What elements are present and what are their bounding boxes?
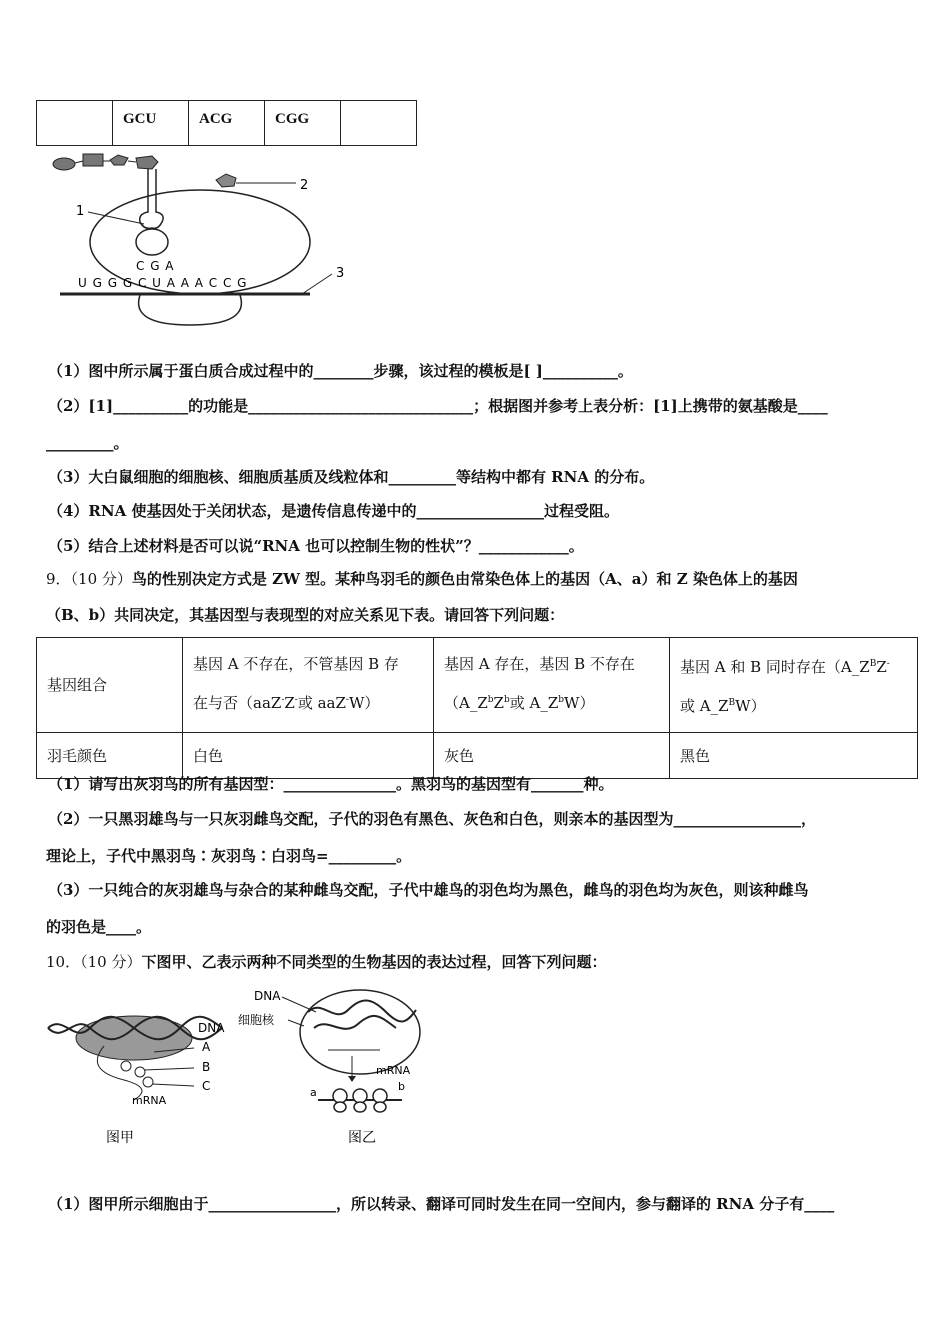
cell-text: （A_Z [444,694,488,712]
table-cell-white: 白色 [183,733,434,779]
superscript: - [294,695,298,705]
superscript: b [503,695,510,705]
cell-text: W） [564,694,595,712]
codon-cell [341,101,417,146]
cell-text: Z [493,694,504,712]
label-3: 3 [336,266,345,281]
ribosome-small-subunit [139,295,242,325]
q9-intro-line1 [46,568,798,589]
amino-acid-shape [53,158,75,170]
q9-intro-line2: （B、b）共同决定，其基因型与表现型的对应关系见下表。请回答下列问题： [46,606,565,624]
label-2: 2 [300,178,309,193]
codon-cell: GCU [113,101,189,146]
table-head-feather-color: 羽毛颜色 [37,733,183,779]
fig-jia-dna-label: DNA [198,1021,225,1035]
superscript: - [345,695,349,705]
amino-acid-shape [83,154,103,166]
figure-jia [44,1010,244,1150]
amino-acid-shape [110,155,128,165]
fig-jia-label-b: B [202,1060,211,1074]
fig-jia-caption: 图甲 [106,1130,134,1146]
superscript: - [886,659,890,669]
translation-figure [40,150,360,330]
anticodon-text: C G A [136,259,175,273]
q10-number: 10．（10 分） [46,953,142,971]
q8-line1: （1）图中所示属于蛋白质合成过程中的________步骤，该过程的模板是[ ]__________。 [48,362,633,380]
label-1: 1 [76,204,85,219]
fig-jia-label-a: A [202,1040,211,1054]
fig-yi-dna-label: DNA [254,989,281,1003]
table-cell-no-a [183,638,434,733]
cell-text: 在与否（aaZ [193,694,282,712]
superscript: B [869,659,877,669]
q9-sub2b: 理论上，子代中黑羽鸟∶灰羽鸟∶白羽鸟=_________。 [46,847,412,865]
genotype-phenotype-table [36,637,918,779]
cell-text: Z [876,658,887,676]
superscript: B [728,698,736,708]
codon-cell: CGG [265,101,341,146]
ribosome-shape [333,1089,347,1103]
q9-number: 9．（10 分） [46,570,132,588]
cell-text: 基因 A 不存在，不管基因 B 存 [193,655,399,673]
superscript: - [281,695,285,705]
cell-text: W） [735,697,766,715]
q10-intro-text: 下图甲、乙表示两种不同类型的生物基因的表达过程，回答下列问题： [141,953,607,971]
fig-yi-label-a: a [310,1086,317,1099]
fig-jia-mrna-label: mRNA [132,1094,167,1107]
q9-sub3a: （3）一只纯合的灰羽雄鸟与杂合的某种雌鸟交配，子代中雄鸟的羽色均为黑色，雌鸟的羽色均为灰色，则该种雌鸟 [48,881,809,899]
cell-text: 基因 A 和 B 同时存在（A_Z [680,658,870,676]
cell-text: 基因 A 存在，基因 B 不存在 [444,655,635,673]
mrna-sequence: U G G G C U A A A C C G [78,276,248,290]
cell-text: 或 aaZ [297,694,346,712]
q9-sub1: （1）请写出灰羽鸟的所有基因型：_______________。黑羽鸟的基因型有_______种。 [48,775,614,793]
table-cell-a-and-b [670,638,918,733]
ribosome-shape [353,1089,367,1103]
dna-helix [308,1000,416,1021]
q9-sub3b: 的羽色是____。 [46,918,152,936]
free-amino-acid-shape [216,174,236,187]
superscript: b [558,695,565,705]
codon-cell [37,101,113,146]
q10-sub1: （1）图甲所示细胞由于_________________，所以转录、翻译可同时发生在同一空间内，参与翻译的 RNA 分子有____ [48,1195,835,1213]
amino-acid-shape [136,156,158,169]
figure-yi [230,982,440,1152]
fig-yi-label-b: b [398,1080,405,1093]
fig-yi-mrna-label: mRNA [376,1064,411,1077]
q10-intro [46,951,606,972]
q9-sub2a: （2）一只黑羽雄鸟与一只灰羽雌鸟交配，子代的羽色有黑色、灰色和白色，则亲本的基因型为_________________， [48,810,816,828]
table-cell-black: 黑色 [670,733,918,779]
table-head-gene-combo: 基因组合 [37,638,183,733]
cell-text: 或 A_Z [680,697,729,715]
cell-text: Z [284,694,295,712]
q8-line5: （4）RNA 使基因处于关闭状态，是遗传信息传递中的_________________过程受阻。 [48,502,619,520]
q8-line3: _________。 [46,434,129,452]
table-cell-a-no-b [434,638,670,733]
q8-line6: （5）结合上述材料是否可以说“RNA 也可以控制生物的性状”？____________。 [48,537,584,555]
fig-yi-caption: 图乙 [348,1130,376,1146]
q9-intro-text: 鸟的性别决定方式是 ZW 型。某种鸟羽毛的颜色由常染色体上的基因（A、a）和 Z 染色体上的基因 [131,570,798,588]
table-cell-gray: 灰色 [434,733,670,779]
q8-line4: （3）大白鼠细胞的细胞核、细胞质基质及线粒体和_________等结构中都有 RNA 的分布。 [48,468,655,486]
cell-text: 或 A_Z [509,694,559,712]
ribosome-shape [373,1089,387,1103]
codon-cell: ACG [189,101,265,146]
fig-jia-label-c: C [202,1079,211,1093]
cell-text: W） [348,694,380,712]
fig-yi-nucleus-label: 细胞核 [238,1013,275,1027]
codon-table [36,100,417,146]
q8-line2: （2）[1]__________的功能是______________________________；根据图并参考上表分析：[1]上携带的氨基酸是____ [48,397,828,415]
superscript: b [487,695,494,705]
